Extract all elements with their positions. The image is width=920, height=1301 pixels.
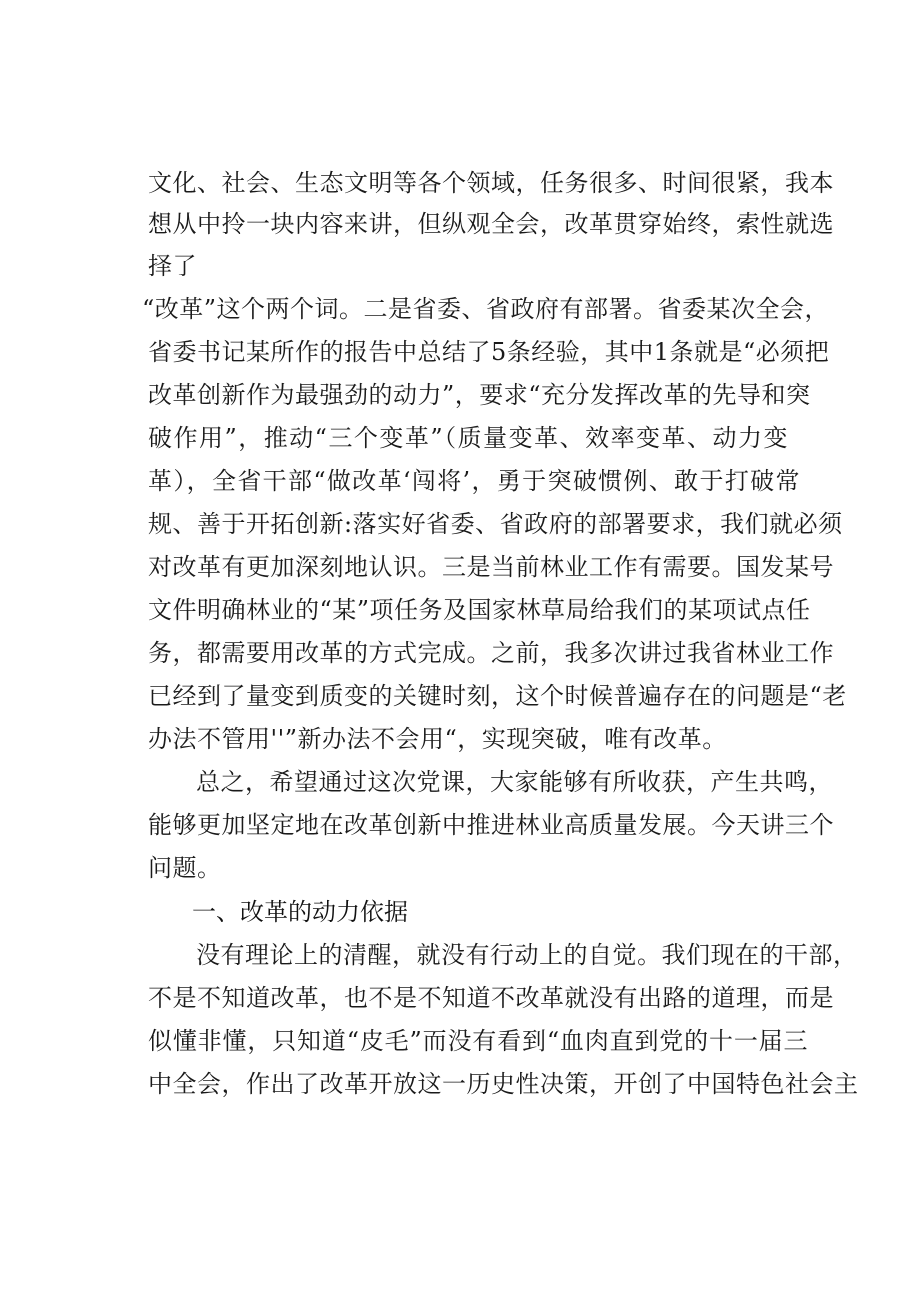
text-line: 务，都需要用改革的方式完成。之前，我多次讲过我省林业工作 xyxy=(148,639,834,667)
text-line: 改革创新作为最强劲的动力”，要求“充分发挥改革的先导和突 xyxy=(148,381,811,409)
text-line: 省委书记某所作的报告中总结了5条经验，其中1条就是“必须把 xyxy=(148,338,830,366)
text-line: 能够更加坚定地在改革创新中推进林业高质量发展。今天讲三个 xyxy=(148,811,834,839)
text-line: 对改革有更加深刻地认识。三是当前林业工作有需要。国发某号 xyxy=(148,553,834,581)
text-line: 没有理论上的清醒，就没有行动上的自觉。我们现在的干部， xyxy=(196,941,858,969)
text-line: 已经到了量变到质变的关键时刻，这个时候普遍存在的问题是“老 xyxy=(148,682,847,710)
text-line: 问题。 xyxy=(148,854,222,882)
text-line: 文化、社会、生态文明等各个领域，任务很多、时间很紧，我本 xyxy=(148,169,834,197)
section-heading: 一、改革的动力依据 xyxy=(192,898,408,926)
text-line: 文件明确林业的“某”项任务及国家林草局给我们的某项试点任 xyxy=(148,596,811,624)
text-line: 革），全省干部“做改革‘闯将’，勇于突破惯例、敢于打破常 xyxy=(148,467,800,495)
text-line: 中全会，作出了改革开放这一历史性决策，开创了中国特色社会主 xyxy=(148,1070,859,1098)
text-line: 不是不知道改革，也不是不知道不改革就没有出路的道理，而是 xyxy=(148,984,834,1012)
text-line: 破作用”，推动“三个变革”（质量变革、效率变革、动力变 xyxy=(148,424,788,452)
text-line: “改革”这个两个词。二是省委、省政府有部署。省委某次全会， xyxy=(142,295,830,323)
text-line: 择了 xyxy=(148,252,197,280)
text-line: 总之，希望通过这次党课，大家能够有所收获，产生共鸣， xyxy=(196,768,833,796)
text-line: 办法不管用''”新办法不会用“，实现突破，唯有改革。 xyxy=(148,725,727,753)
text-line: 规、善于开拓创新:落实好省委、省政府的部署要求，我们就必须 xyxy=(148,510,843,538)
text-line: 想从中拎一块内容来讲，但纵观全会，改革贯穿始终，索性就选 xyxy=(148,210,834,238)
text-line: 似懂非懂，只知道“皮毛”而没有看到“血肉直到党的十一届三 xyxy=(148,1027,808,1055)
